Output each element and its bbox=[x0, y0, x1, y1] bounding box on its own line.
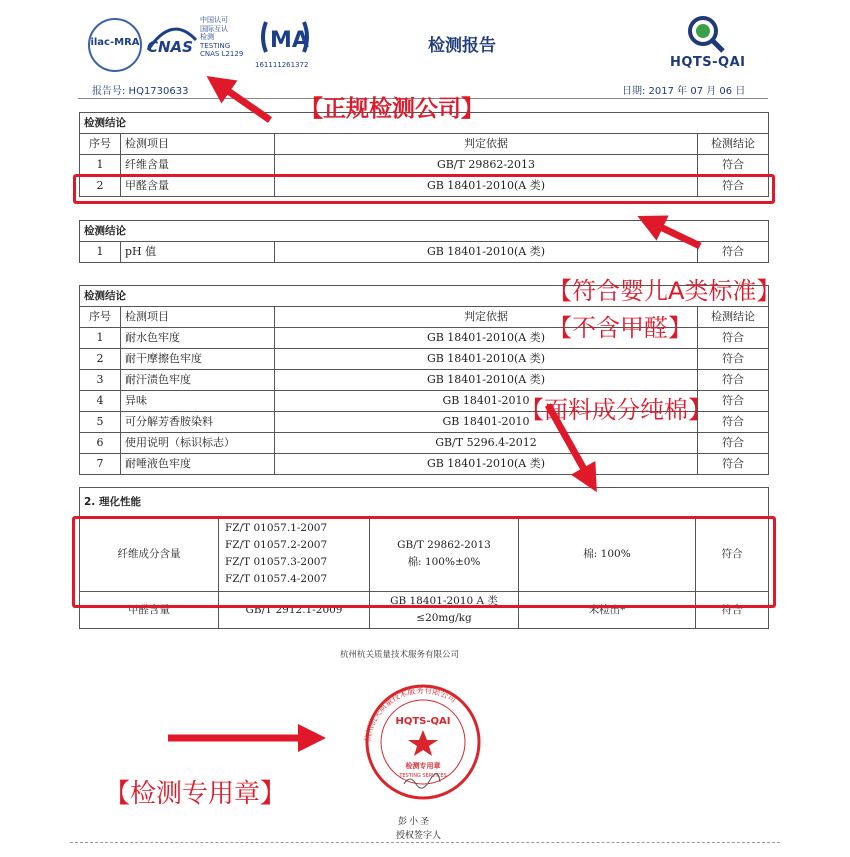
cell: GB 18401-2010(A 类) bbox=[275, 176, 698, 197]
cell: 甲醛含量 bbox=[121, 176, 275, 197]
cell: 甲醛含量 bbox=[80, 592, 219, 629]
svg-text:杭州杭关质量技术服务有限公司: 杭州杭关质量技术服务有限公司 bbox=[363, 685, 458, 743]
cell: 符合 bbox=[698, 176, 769, 197]
table-title: 检测结论 bbox=[80, 221, 769, 242]
cell: 纤维成分含量 bbox=[80, 517, 219, 592]
annotation-no-formaldehyde: 【不含甲醛】 bbox=[548, 314, 692, 342]
cma-number: 161111261372 bbox=[255, 61, 309, 69]
cell: 符合 bbox=[698, 155, 769, 176]
header-cell: 检测项目 bbox=[121, 307, 275, 328]
table-title: 检测结论 bbox=[80, 286, 769, 307]
issuing-company: 杭州杭关质量技术服务有限公司 bbox=[340, 650, 460, 660]
result-cell: 未检出* bbox=[519, 592, 696, 629]
cell: 符合 bbox=[698, 433, 769, 454]
cell: GB/T 29862-2013 bbox=[275, 155, 698, 176]
cell: 符合 bbox=[698, 412, 769, 433]
cell: 7 bbox=[80, 454, 121, 475]
svg-text:CNAS: CNAS bbox=[147, 38, 193, 56]
cell: GB/T 2912.1-2009 bbox=[219, 592, 370, 629]
cell: 可分解芳香胺染料 bbox=[121, 412, 275, 433]
cell: 纤维含量 bbox=[121, 155, 275, 176]
header-cell: 序号 bbox=[80, 134, 121, 155]
method-cell: FZ/T 01057.1-2007 FZ/T 01057.2-2007 FZ/T 01057.3-2007 FZ/T 01057.4-2007 bbox=[219, 517, 370, 592]
standard-cell: GB/T 29862-2013 棉: 100%±0% bbox=[370, 517, 519, 592]
cell: 耐唾液色牢度 bbox=[121, 454, 275, 475]
cell: 2 bbox=[80, 176, 121, 197]
cell: pH 值 bbox=[121, 242, 275, 263]
annotation-pure-cotton: 【面料成分纯棉】 bbox=[520, 396, 712, 424]
cell: 符合 bbox=[696, 517, 769, 592]
svg-text:MA: MA bbox=[270, 28, 309, 53]
cell: GB 18401-2010(A 类) bbox=[275, 454, 698, 475]
table-title: 检测结论 bbox=[80, 113, 769, 134]
result-cell: 棉: 100% bbox=[519, 517, 696, 592]
cell: 1 bbox=[80, 328, 121, 349]
report-number: 报告号: HQ1730633 bbox=[92, 86, 189, 97]
cell: 5 bbox=[80, 412, 121, 433]
standard-cell: GB 18401-2010 A 类 ≤20mg/kg bbox=[370, 592, 519, 629]
cell: GB 18401-2010(A 类) bbox=[275, 242, 698, 263]
report-date: 日期: 2017 年 07 月 06 日 bbox=[622, 86, 746, 97]
cell: 符合 bbox=[698, 242, 769, 263]
official-seal bbox=[352, 684, 494, 800]
cell: 符合 bbox=[698, 349, 769, 370]
svg-text:检测专用章: 检测专用章 bbox=[405, 762, 441, 770]
annotation-infant-standard: 【符合婴儿A类标准】 bbox=[548, 277, 781, 305]
cell: GB 18401-2010 bbox=[275, 412, 698, 433]
cell: 6 bbox=[80, 433, 121, 454]
header-cell: 判定依据 bbox=[275, 307, 698, 328]
cell: GB 18401-2010(A 类) bbox=[275, 349, 698, 370]
table-title: 2. 理化性能 bbox=[80, 488, 769, 517]
cnas-side-text: 中国认可 国际互认 检测 TESTING CNAS L2129 bbox=[200, 16, 244, 58]
annotation-seal: 【检测专用章】 bbox=[104, 779, 287, 809]
cell: GB 18401-2010 bbox=[275, 391, 698, 412]
ilac-mra-logo: ilac-MRA bbox=[88, 18, 142, 72]
annotation-company: 【正规检测公司】 bbox=[300, 96, 484, 122]
signer-name: 彭小圣 bbox=[398, 817, 432, 827]
header-cell: 检测结论 bbox=[698, 134, 769, 155]
cell: 2 bbox=[80, 349, 121, 370]
cell: 1 bbox=[80, 242, 121, 263]
cell: 符合 bbox=[698, 391, 769, 412]
svg-text:TESTING SERVICES: TESTING SERVICES bbox=[399, 773, 447, 779]
cell: GB 18401-2010(A 类) bbox=[275, 328, 698, 349]
cell: 符合 bbox=[698, 328, 769, 349]
cell: 3 bbox=[80, 370, 121, 391]
header-cell: 检测项目 bbox=[121, 134, 275, 155]
cell: 4 bbox=[80, 391, 121, 412]
header-cell: 序号 bbox=[80, 307, 121, 328]
hqts-qai-logo: HQTS-QAI bbox=[670, 55, 746, 70]
cell: 耐干摩擦色牢度 bbox=[121, 349, 275, 370]
cell: GB 18401-2010(A 类) bbox=[275, 370, 698, 391]
header-cell: 检测结论 bbox=[698, 307, 769, 328]
cell: 异味 bbox=[121, 391, 275, 412]
cell: 耐汗渍色牢度 bbox=[121, 370, 275, 391]
arrow-to-ph-row bbox=[650, 222, 700, 246]
cell: 符合 bbox=[696, 592, 769, 629]
cell: 符合 bbox=[698, 454, 769, 475]
cell: 使用说明（标识标志） bbox=[121, 433, 275, 454]
signer-role: 授权签字人 bbox=[396, 831, 442, 841]
cell: GB/T 5296.4-2012 bbox=[275, 433, 698, 454]
header-cell: 判定依据 bbox=[275, 134, 698, 155]
arrow-to-fiber-row bbox=[548, 405, 590, 480]
cell: 符合 bbox=[698, 370, 769, 391]
arrow-to-logos bbox=[218, 84, 270, 120]
report-title: 检测报告 bbox=[428, 36, 496, 56]
cell: 耐水色牢度 bbox=[121, 328, 275, 349]
cell: 1 bbox=[80, 155, 121, 176]
svg-text:HQTS-QAI: HQTS-QAI bbox=[395, 716, 451, 727]
